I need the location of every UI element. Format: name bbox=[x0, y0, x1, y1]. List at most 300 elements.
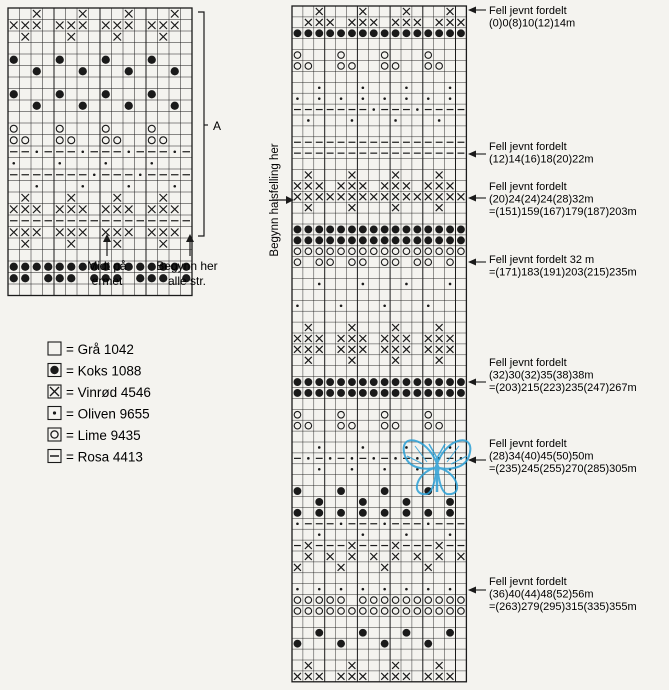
dot-symbol bbox=[79, 102, 87, 110]
dot-symbol bbox=[304, 389, 312, 397]
ring-symbol bbox=[425, 608, 432, 615]
dot-symbol bbox=[337, 236, 345, 244]
dot-symbol bbox=[424, 389, 432, 397]
dot-symbol bbox=[79, 263, 87, 271]
ring-symbol bbox=[392, 259, 399, 266]
small-dot-symbol bbox=[394, 119, 397, 122]
small-dot-symbol bbox=[405, 86, 408, 89]
dot-symbol bbox=[446, 498, 454, 506]
annotation bbox=[468, 438, 637, 475]
dot-symbol bbox=[102, 90, 110, 98]
ring-symbol bbox=[349, 608, 356, 615]
dot-symbol bbox=[446, 29, 454, 37]
dot-symbol bbox=[359, 509, 367, 517]
dot-symbol bbox=[304, 378, 312, 386]
dot-symbol bbox=[326, 378, 334, 386]
ring-symbol bbox=[414, 248, 421, 255]
legend-label: = Lime 9435 bbox=[66, 428, 141, 443]
dot-symbol bbox=[424, 378, 432, 386]
dot-symbol bbox=[337, 29, 345, 37]
dot-symbol bbox=[392, 378, 400, 386]
ring-symbol bbox=[316, 248, 323, 255]
small-dot-symbol bbox=[362, 446, 365, 449]
small-dot-symbol bbox=[405, 283, 408, 286]
dot-symbol bbox=[413, 226, 421, 234]
legend-label: = Koks 1088 bbox=[66, 363, 142, 379]
ring-symbol bbox=[381, 52, 388, 59]
dot-symbol bbox=[79, 67, 87, 75]
dot-symbol bbox=[44, 263, 52, 271]
label-center-line2: ermet bbox=[91, 274, 123, 288]
small-dot-symbol bbox=[296, 304, 299, 307]
ring-symbol bbox=[338, 411, 345, 418]
dot-symbol bbox=[10, 274, 18, 282]
small-dot-symbol bbox=[351, 457, 354, 460]
dot-symbol bbox=[359, 226, 367, 234]
small-dot-symbol bbox=[405, 97, 408, 100]
left-chart-grid bbox=[8, 8, 192, 296]
annotation bbox=[468, 181, 637, 218]
dot-symbol bbox=[359, 389, 367, 397]
small-dot-symbol bbox=[340, 522, 343, 525]
dot-symbol bbox=[370, 236, 378, 244]
small-dot-symbol bbox=[173, 150, 176, 153]
small-dot-symbol bbox=[362, 588, 365, 591]
dot-symbol bbox=[294, 236, 302, 244]
dot-symbol bbox=[413, 389, 421, 397]
small-dot-symbol bbox=[12, 162, 15, 165]
ring-symbol bbox=[160, 137, 167, 144]
annotation-arrow-head bbox=[468, 587, 476, 594]
dot-symbol bbox=[403, 389, 411, 397]
annotation bbox=[468, 5, 575, 30]
dot-symbol bbox=[381, 640, 389, 648]
ring-symbol bbox=[102, 125, 109, 132]
annotation-line: Fell jevnt fordelt bbox=[489, 357, 567, 369]
bracket-label: A bbox=[213, 119, 222, 133]
dot-symbol bbox=[381, 509, 389, 517]
small-dot-symbol bbox=[307, 119, 310, 122]
dot-symbol bbox=[294, 389, 302, 397]
ring-symbol bbox=[10, 137, 17, 144]
vertical-label: Begynn halsfelling her bbox=[269, 143, 281, 257]
dot-symbol bbox=[67, 274, 75, 282]
dot-symbol bbox=[348, 389, 356, 397]
dot-symbol bbox=[403, 509, 411, 517]
small-dot-symbol bbox=[405, 588, 408, 591]
small-dot-symbol bbox=[351, 468, 354, 471]
dot-symbol bbox=[171, 102, 179, 110]
dot-symbol bbox=[125, 67, 133, 75]
ring-symbol bbox=[425, 248, 432, 255]
dot-symbol bbox=[315, 226, 323, 234]
small-dot-symbol bbox=[318, 533, 321, 536]
dot-symbol bbox=[337, 378, 345, 386]
dot-symbol bbox=[326, 226, 334, 234]
ring-symbol bbox=[305, 248, 312, 255]
small-dot-symbol bbox=[329, 457, 332, 460]
annotation-line: =(171)183(191)203(215)235m bbox=[489, 266, 637, 279]
dot-symbol bbox=[446, 389, 454, 397]
ring-symbol bbox=[305, 63, 312, 70]
dot-symbol bbox=[159, 274, 167, 282]
ring-symbol bbox=[294, 259, 301, 266]
dot-symbol bbox=[21, 263, 29, 271]
dot-symbol bbox=[381, 226, 389, 234]
small-dot-symbol bbox=[438, 119, 441, 122]
annotation-arrow-head bbox=[468, 7, 476, 14]
dot-symbol bbox=[33, 263, 41, 271]
dot-symbol bbox=[381, 29, 389, 37]
ring-symbol bbox=[458, 608, 465, 615]
ring-symbol bbox=[114, 137, 121, 144]
annotation-line: (32)30(32)35(38)38m bbox=[489, 369, 594, 382]
ring-symbol bbox=[447, 608, 454, 615]
dot-symbol bbox=[44, 274, 52, 282]
small-dot-symbol bbox=[307, 457, 310, 460]
small-dot-symbol bbox=[296, 97, 299, 100]
dot-symbol bbox=[315, 236, 323, 244]
legend-swatch bbox=[48, 342, 61, 355]
small-dot-symbol bbox=[362, 86, 365, 89]
dot-symbol bbox=[370, 29, 378, 37]
annotation-line: (20)24(24)24(28)32m bbox=[489, 193, 594, 206]
small-dot-symbol bbox=[173, 185, 176, 188]
dot-symbol bbox=[21, 274, 29, 282]
dot-symbol bbox=[10, 56, 18, 64]
small-dot-symbol bbox=[383, 588, 386, 591]
small-dot-symbol bbox=[127, 185, 130, 188]
ring-symbol bbox=[102, 137, 109, 144]
annotation bbox=[468, 141, 594, 166]
annotation-line: Fell jevnt fordelt bbox=[489, 141, 567, 153]
small-dot-symbol bbox=[35, 150, 38, 153]
ring-symbol bbox=[10, 125, 17, 132]
dot-symbol bbox=[148, 274, 156, 282]
dot-symbol bbox=[294, 487, 302, 495]
annotation-line: (28)34(40)45(50)50m bbox=[489, 450, 594, 463]
dot-symbol bbox=[381, 487, 389, 495]
small-dot-symbol bbox=[296, 522, 299, 525]
ring-symbol bbox=[294, 52, 301, 59]
small-dot-symbol bbox=[383, 468, 386, 471]
small-dot-symbol bbox=[340, 304, 343, 307]
small-dot-symbol bbox=[362, 283, 365, 286]
dot-symbol bbox=[348, 226, 356, 234]
ring-symbol bbox=[447, 248, 454, 255]
ring-symbol bbox=[381, 422, 388, 429]
dot-symbol bbox=[136, 274, 144, 282]
ring-symbol bbox=[370, 597, 377, 604]
dot-symbol bbox=[304, 226, 312, 234]
ring-symbol bbox=[327, 248, 334, 255]
annotation-line: =(235)245(255)270(285)305m bbox=[489, 463, 637, 475]
annotations bbox=[468, 5, 637, 613]
dot-symbol bbox=[348, 236, 356, 244]
annotation bbox=[468, 357, 637, 394]
dot-symbol bbox=[315, 498, 323, 506]
small-dot-symbol bbox=[449, 533, 452, 536]
dot-symbol bbox=[413, 29, 421, 37]
dot-symbol bbox=[446, 378, 454, 386]
ring-symbol bbox=[436, 63, 443, 70]
ring-symbol bbox=[349, 248, 356, 255]
legend-item bbox=[48, 385, 151, 400]
ring-symbol bbox=[360, 597, 367, 604]
small-dot-symbol bbox=[318, 86, 321, 89]
dot-symbol bbox=[435, 29, 443, 37]
dot-symbol bbox=[50, 366, 58, 374]
ring-symbol bbox=[316, 608, 323, 615]
dot-symbol bbox=[446, 226, 454, 234]
annotation-line: =(203)215(223)235(247)267m bbox=[489, 382, 637, 394]
small-dot-symbol bbox=[427, 588, 430, 591]
small-dot-symbol bbox=[394, 457, 397, 460]
dot-symbol bbox=[136, 263, 144, 271]
legend-swatch bbox=[48, 428, 61, 441]
dot-symbol bbox=[403, 226, 411, 234]
dot-symbol bbox=[326, 29, 334, 37]
small-dot-symbol bbox=[81, 150, 84, 153]
dot-symbol bbox=[403, 498, 411, 506]
ring-symbol bbox=[436, 248, 443, 255]
annotation-line: Fell jevnt fordelt 32 m bbox=[489, 254, 595, 266]
ring-symbol bbox=[403, 597, 410, 604]
small-dot-symbol bbox=[449, 86, 452, 89]
small-dot-symbol bbox=[340, 97, 343, 100]
dot-symbol bbox=[326, 236, 334, 244]
small-dot-symbol bbox=[362, 97, 365, 100]
annotation-line: (36)40(44)48(52)56m bbox=[489, 588, 594, 601]
dot-symbol bbox=[315, 378, 323, 386]
dot-symbol bbox=[381, 236, 389, 244]
dot-symbol bbox=[424, 236, 432, 244]
ring-symbol bbox=[370, 248, 377, 255]
ring-symbol bbox=[294, 63, 301, 70]
annotation-line: Fell jevnt fordelt bbox=[489, 5, 567, 17]
dot-symbol bbox=[457, 236, 465, 244]
ring-symbol bbox=[360, 259, 367, 266]
ring-symbol bbox=[458, 248, 465, 255]
ring-symbol bbox=[349, 63, 356, 70]
dot-symbol bbox=[10, 263, 18, 271]
ring-symbol bbox=[392, 248, 399, 255]
dot-symbol bbox=[67, 263, 75, 271]
legend bbox=[48, 342, 151, 465]
dot-symbol bbox=[403, 629, 411, 637]
dot-symbol bbox=[10, 90, 18, 98]
small-dot-symbol bbox=[127, 150, 130, 153]
dot-symbol bbox=[148, 263, 156, 271]
ring-symbol bbox=[425, 52, 432, 59]
small-dot-symbol bbox=[405, 446, 408, 449]
dot-symbol bbox=[446, 236, 454, 244]
small-dot-symbol bbox=[351, 119, 354, 122]
dot-symbol bbox=[424, 640, 432, 648]
ring-symbol bbox=[425, 411, 432, 418]
small-dot-symbol bbox=[318, 97, 321, 100]
small-dot-symbol bbox=[383, 304, 386, 307]
dot-symbol bbox=[304, 29, 312, 37]
arrow-begin bbox=[186, 234, 194, 256]
ring-symbol bbox=[360, 248, 367, 255]
small-dot-symbol bbox=[318, 283, 321, 286]
annotation-arrow-head bbox=[468, 151, 476, 158]
small-dot-symbol bbox=[427, 97, 430, 100]
small-dot-symbol bbox=[104, 162, 107, 165]
ring-symbol bbox=[56, 137, 63, 144]
ring-symbol bbox=[294, 422, 301, 429]
small-dot-symbol bbox=[81, 185, 84, 188]
ring-symbol bbox=[327, 259, 334, 266]
small-dot-symbol bbox=[372, 108, 375, 111]
dot-symbol bbox=[413, 236, 421, 244]
dot-symbol bbox=[337, 640, 345, 648]
ring-symbol bbox=[327, 608, 334, 615]
ring-symbol bbox=[381, 411, 388, 418]
small-dot-symbol bbox=[449, 283, 452, 286]
ring-symbol bbox=[381, 608, 388, 615]
dot-symbol bbox=[381, 389, 389, 397]
dot-symbol bbox=[359, 236, 367, 244]
dot-symbol bbox=[315, 629, 323, 637]
label-begin-line1: Begynn her bbox=[156, 259, 218, 273]
small-dot-symbol bbox=[372, 457, 375, 460]
dot-symbol bbox=[125, 102, 133, 110]
annotation-line: =(263)279(295)315(335)355m bbox=[489, 601, 637, 613]
right-chart-grid bbox=[292, 6, 466, 682]
annotation-line: =(151)159(167)179(187)203m bbox=[489, 206, 637, 218]
legend-item bbox=[48, 407, 150, 422]
dot-symbol bbox=[403, 236, 411, 244]
dot-symbol bbox=[337, 389, 345, 397]
dot-symbol bbox=[294, 640, 302, 648]
ring-symbol bbox=[392, 63, 399, 70]
ring-symbol bbox=[425, 597, 432, 604]
dot-symbol bbox=[457, 389, 465, 397]
ring-symbol bbox=[392, 422, 399, 429]
ring-symbol bbox=[381, 248, 388, 255]
ring-symbol bbox=[370, 608, 377, 615]
dot-symbol bbox=[337, 226, 345, 234]
dot-symbol bbox=[315, 389, 323, 397]
small-dot-symbol bbox=[58, 162, 61, 165]
dot-symbol bbox=[56, 263, 64, 271]
dot-symbol bbox=[435, 378, 443, 386]
annotation-line: (12)14(16)18(20)22m bbox=[489, 153, 594, 166]
annotation-arrow-head bbox=[468, 259, 476, 266]
small-dot-symbol bbox=[427, 522, 430, 525]
ring-symbol bbox=[447, 259, 454, 266]
small-dot-symbol bbox=[449, 97, 452, 100]
ring-symbol bbox=[294, 597, 301, 604]
ring-symbol bbox=[381, 63, 388, 70]
legend-label: = Grå 1042 bbox=[66, 342, 134, 357]
dot-symbol bbox=[413, 378, 421, 386]
small-dot-symbol bbox=[383, 97, 386, 100]
dot-symbol bbox=[370, 378, 378, 386]
ring-symbol bbox=[403, 608, 410, 615]
small-dot-symbol bbox=[139, 173, 142, 176]
ring-symbol bbox=[458, 597, 465, 604]
ring-symbol bbox=[436, 422, 443, 429]
dot-symbol bbox=[392, 236, 400, 244]
dot-symbol bbox=[446, 629, 454, 637]
dot-symbol bbox=[326, 389, 334, 397]
dot-symbol bbox=[392, 226, 400, 234]
dot-symbol bbox=[33, 67, 41, 75]
ring-symbol bbox=[414, 597, 421, 604]
dot-symbol bbox=[148, 56, 156, 64]
ring-symbol bbox=[381, 259, 388, 266]
ring-symbol bbox=[338, 63, 345, 70]
annotation-arrow-head bbox=[468, 379, 476, 386]
dot-symbol bbox=[424, 509, 432, 517]
ring-symbol bbox=[403, 248, 410, 255]
dot-symbol bbox=[392, 29, 400, 37]
ring-symbol bbox=[436, 597, 443, 604]
ring-symbol bbox=[447, 597, 454, 604]
annotation bbox=[468, 254, 637, 279]
legend-label: = Oliven 9655 bbox=[66, 406, 150, 422]
dot-symbol bbox=[424, 226, 432, 234]
dot-symbol bbox=[457, 226, 465, 234]
annotation-line: Fell jevnt fordelt bbox=[489, 181, 567, 193]
small-dot-symbol bbox=[383, 522, 386, 525]
ring-symbol bbox=[305, 422, 312, 429]
small-dot-symbol bbox=[150, 162, 153, 165]
legend-item bbox=[48, 342, 134, 357]
dot-symbol bbox=[359, 29, 367, 37]
ring-symbol bbox=[338, 248, 345, 255]
dot-symbol bbox=[315, 509, 323, 517]
small-dot-symbol bbox=[405, 533, 408, 536]
dot-symbol bbox=[392, 389, 400, 397]
ring-symbol bbox=[338, 597, 345, 604]
small-dot-symbol bbox=[340, 588, 343, 591]
dot-symbol bbox=[337, 487, 345, 495]
dot-symbol bbox=[294, 226, 302, 234]
ring-symbol bbox=[425, 422, 432, 429]
small-dot-symbol bbox=[53, 411, 56, 414]
ring-symbol bbox=[436, 608, 443, 615]
ring-symbol bbox=[294, 608, 301, 615]
dot-symbol bbox=[56, 56, 64, 64]
ring-symbol bbox=[56, 125, 63, 132]
annotation-arrow-head bbox=[468, 195, 476, 202]
dot-symbol bbox=[148, 90, 156, 98]
ring-symbol bbox=[425, 259, 432, 266]
small-dot-symbol bbox=[296, 588, 299, 591]
small-dot-symbol bbox=[318, 446, 321, 449]
ring-symbol bbox=[349, 259, 356, 266]
annotation-line: Fell jevnt fordelt bbox=[489, 576, 567, 588]
dot-symbol bbox=[381, 378, 389, 386]
ring-symbol bbox=[327, 597, 334, 604]
ring-symbol bbox=[360, 608, 367, 615]
small-dot-symbol bbox=[362, 533, 365, 536]
small-dot-symbol bbox=[318, 468, 321, 471]
ring-symbol bbox=[294, 248, 301, 255]
dot-symbol bbox=[457, 29, 465, 37]
dot-symbol bbox=[337, 509, 345, 517]
dot-symbol bbox=[56, 274, 64, 282]
dot-symbol bbox=[359, 629, 367, 637]
annotation-line: (0)0(8)10(12)14m bbox=[489, 17, 576, 30]
dot-symbol bbox=[435, 226, 443, 234]
dot-symbol bbox=[348, 29, 356, 37]
ring-symbol bbox=[148, 125, 155, 132]
